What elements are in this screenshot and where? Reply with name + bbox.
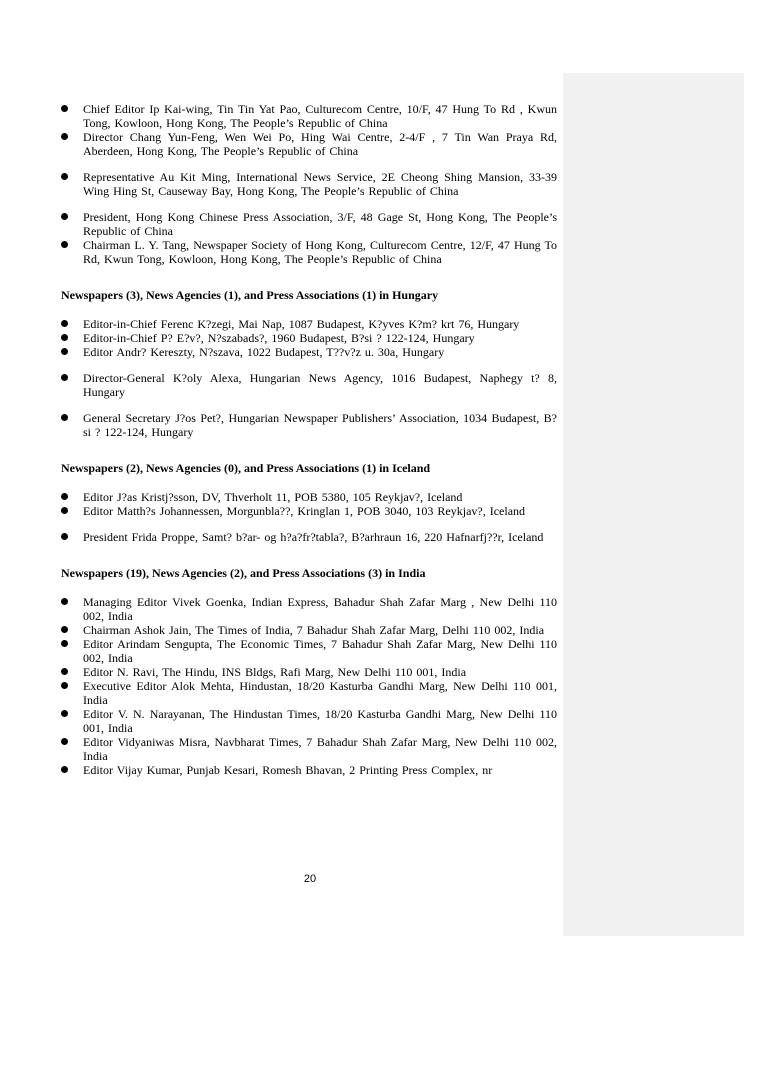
list-item bbox=[61, 170, 557, 198]
group-spacer bbox=[61, 158, 557, 170]
page-number: 20 bbox=[303, 873, 317, 885]
bullet-icon bbox=[61, 626, 68, 633]
list-item bbox=[61, 238, 557, 266]
section-heading: Newspapers (3), News Agencies (1), and Press Associations (1) in Hungary bbox=[61, 288, 439, 302]
bullet-icon bbox=[61, 241, 68, 248]
list-item bbox=[61, 504, 557, 518]
bullet-icon bbox=[61, 533, 68, 540]
list-item bbox=[61, 735, 557, 763]
list-item-text: Editor N. Ravi, The Hindu, INS Bldgs, Rafi Marg, New Delhi 110 001, India bbox=[83, 665, 467, 679]
list-item-text: Chief Editor Ip Kai-wing, Tin Tin Yat Pao, Culturecom Centre, 10/F, 47 Hung To Rd , Kwun Tong, Kowloon, Hong Kong, The People’s Republic of China bbox=[83, 102, 557, 130]
bullet-icon bbox=[61, 334, 68, 341]
list-item-text: Editor Vijay Kumar, Punjab Kesari, Romesh Bhavan, 2 Printing Press Complex, nr bbox=[83, 763, 493, 777]
list-item bbox=[61, 763, 557, 777]
list-item-text: Editor V. N. Narayanan, The Hindustan Times, 18/20 Kasturba Gandhi Marg, New Delhi 110 001, India bbox=[83, 707, 557, 735]
list-item-text: General Secretary J?os Pet?, Hungarian Newspaper Publishers’ Association, 1034 Budapest, B?si ? 122-124, Hungary bbox=[83, 411, 557, 439]
group-spacer bbox=[61, 518, 557, 530]
list-item bbox=[61, 102, 557, 130]
list-item bbox=[61, 530, 557, 544]
group-spacer bbox=[61, 198, 557, 210]
list-item-text: Editor J?as Kristj?sson, DV, Thverholt 11, POB 5380, 105 Reykjav?, Iceland bbox=[83, 490, 463, 504]
bullet-icon bbox=[61, 105, 68, 112]
document-body bbox=[61, 102, 557, 777]
list-item bbox=[61, 595, 557, 623]
list-item bbox=[61, 637, 557, 665]
bullet-icon bbox=[61, 493, 68, 500]
list-item bbox=[61, 331, 557, 345]
list-item-text: Chairman Ashok Jain, The Times of India, 7 Bahadur Shah Zafar Marg, Delhi 110 002, India bbox=[83, 623, 545, 637]
bullet-icon bbox=[61, 507, 68, 514]
list-item bbox=[61, 707, 557, 735]
group-spacer bbox=[61, 399, 557, 411]
list-item-text: Managing Editor Vivek Goenka, Indian Express, Bahadur Shah Zafar Marg , New Delhi 110 002, India bbox=[83, 595, 557, 623]
list-item bbox=[61, 371, 557, 399]
bullet-icon bbox=[61, 414, 68, 421]
list-item bbox=[61, 679, 557, 707]
list-item-text: Editor-in-Chief P? E?v?, N?szabads?, 1960 Budapest, B?si ? 122-124, Hungary bbox=[83, 331, 475, 345]
bullet-icon bbox=[61, 133, 68, 140]
bullet-icon bbox=[61, 320, 68, 327]
list-item bbox=[61, 665, 557, 679]
list-item-text: Editor Andr? Kereszty, N?szava, 1022 Budapest, T??v?z u. 30a, Hungary bbox=[83, 345, 445, 359]
bullet-icon bbox=[61, 173, 68, 180]
bullet-icon bbox=[61, 710, 68, 717]
list-item-text: Representative Au Kit Ming, International News Service, 2E Cheong Shing Mansion, 33-39 Wing Hing St, Causeway Bay, Hong Kong, The People’s Republic of China bbox=[83, 170, 557, 198]
section-heading: Newspapers (19), News Agencies (2), and Press Associations (3) in India bbox=[61, 566, 426, 580]
list-item-text: Editor Arindam Sengupta, The Economic Times, 7 Bahadur Shah Zafar Marg, New Delhi 110 002, India bbox=[83, 637, 557, 665]
list-item bbox=[61, 490, 557, 504]
bullet-icon bbox=[61, 682, 68, 689]
list-item-text: Editor-in-Chief Ferenc K?zegi, Mai Nap, 1087 Budapest, K?yves K?m? krt 76, Hungary bbox=[83, 317, 520, 331]
list-item bbox=[61, 623, 557, 637]
bullet-icon bbox=[61, 598, 68, 605]
list-item bbox=[61, 317, 557, 331]
bullet-icon bbox=[61, 213, 68, 220]
bullet-icon bbox=[61, 374, 68, 381]
list-item-text: Director-General K?oly Alexa, Hungarian News Agency, 1016 Budapest, Naphegy t? 8, Hungary bbox=[83, 371, 557, 399]
list-item bbox=[61, 210, 557, 238]
group-spacer bbox=[61, 359, 557, 371]
comment-pane bbox=[563, 73, 744, 936]
bullet-icon bbox=[61, 668, 68, 675]
list-item-text: Editor Vidyaniwas Misra, Navbharat Times, 7 Bahadur Shah Zafar Marg, New Delhi 110 002, India bbox=[83, 735, 557, 763]
list-item-text: Director Chang Yun-Feng, Wen Wei Po, Hing Wai Centre, 2-4/F , 7 Tin Wan Praya Rd, Aberdeen, Hong Kong, The People’s Republic of China bbox=[83, 130, 557, 158]
bullet-icon bbox=[61, 348, 68, 355]
bullet-icon bbox=[61, 738, 68, 745]
bullet-icon bbox=[61, 766, 68, 773]
list-item-text: Executive Editor Alok Mehta, Hindustan, 18/20 Kasturba Gandhi Marg, New Delhi 110 001, India bbox=[83, 679, 557, 707]
list-item-text: Chairman L. Y. Tang, Newspaper Society of Hong Kong, Culturecom Centre, 12/F, 47 Hung To Rd, Kwun Tong, Kowloon, Hong Kong, The People’s Republic of China bbox=[83, 238, 557, 266]
list-item bbox=[61, 345, 557, 359]
list-item-text: Editor Matth?s Johannessen, Morgunbla??, Kringlan 1, POB 3040, 103 Reykjav?, Iceland bbox=[83, 504, 526, 518]
list-item-text: President Frida Proppe, Samt? b?ar- og h?a?fr?tabla?, B?arhraun 16, 220 Hafnarfj??r, Iceland bbox=[83, 530, 544, 544]
list-item bbox=[61, 411, 557, 439]
list-item-text: President, Hong Kong Chinese Press Association, 3/F, 48 Gage St, Hong Kong, The People’s Republic of China bbox=[83, 210, 557, 238]
bullet-icon bbox=[61, 640, 68, 647]
list-item bbox=[61, 130, 557, 158]
section-heading: Newspapers (2), News Agencies (0), and Press Associations (1) in Iceland bbox=[61, 461, 431, 475]
